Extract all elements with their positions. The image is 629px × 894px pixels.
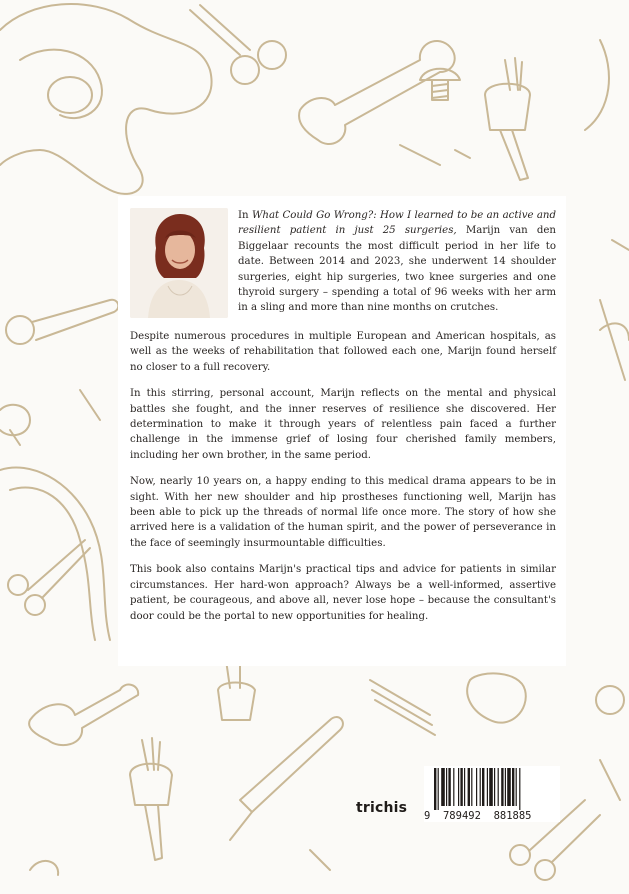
scalpel-right-illustration [600, 760, 620, 800]
barcode-bar [438, 768, 439, 810]
humerus-illustration [6, 300, 118, 344]
bone-right-illustration [600, 240, 629, 340]
barcode-bar [441, 768, 445, 806]
barcode-bar [446, 768, 447, 806]
publisher-logo: trichis [356, 800, 408, 816]
barcode-bar [516, 768, 517, 806]
intro-section [130, 208, 556, 318]
hooks-illustration [370, 680, 435, 735]
isbn-number: 9 789492 881885 [424, 810, 532, 822]
author-photo [130, 208, 228, 318]
pin-illustration [400, 145, 440, 165]
barcode-bar [471, 768, 472, 806]
book-title: What Could Go Wrong?: How I learned to be an active and resilient patient in just 25 surgeries, [238, 210, 556, 237]
barcode-bar [512, 768, 514, 806]
forceps-illustration [190, 5, 286, 84]
barcode-bar [501, 768, 503, 806]
barcode-bar [498, 768, 499, 806]
barcode-bar [487, 768, 488, 806]
spine-illustration [0, 467, 110, 640]
barcode-bar [505, 768, 506, 806]
paragraph-3: Now, nearly 10 years on, a happy ending to this medical drama appears to be in sight. With her new shoulder and hip prostheses functioning well, Marijn has been able to pick up the threads of normal life once more. The story of how she arrived here is a validation of the human spirit, and the power of perseverance in the face of seemingly insurmountable difficulties. [130, 476, 556, 549]
suture-needle-illustration [585, 40, 609, 130]
bone-fragment-illustration [467, 673, 526, 722]
pelvis-illustration [0, 4, 212, 194]
barcode-bar [507, 768, 511, 806]
femur-lower-illustration [29, 685, 138, 746]
paragraph-2: In this stirring, personal account, Marijn reflects on the mental and physical battles she fought, and the inner reserves of resilience she discovered. Her determination to make it through years of relentless pain faced a further challenge in the immense grief of losing four cherished family members, including her own brother, in the same period. [130, 388, 556, 461]
barcode-bar [476, 768, 477, 806]
prosthesis-bottom-illustration [218, 658, 255, 720]
hip-prosthesis-bottom-illustration [130, 738, 172, 860]
barcode-bar [448, 768, 450, 806]
barcode-bar [464, 768, 465, 806]
barcode-bar [468, 768, 470, 806]
paragraph-4: This book also contains Marijn's practical tips and advice for patients in similar circumstances. Her hard-won approach? Always be a well-informed, assertive patient, be courageous, and above all, never lose hope – because the consultant's door could be the portal to new opportunities for healing. [130, 564, 556, 622]
barcode-bar [482, 768, 484, 806]
screw-left-illustration [0, 405, 30, 445]
pin-right-illustration [600, 300, 625, 380]
barcode-bars [424, 766, 560, 810]
barcode-bar [458, 768, 459, 806]
barcode-bar [489, 768, 493, 806]
scissors-illustration [8, 540, 90, 615]
barcode-bar [460, 768, 462, 806]
barcode-bar [453, 768, 454, 806]
barcode-bar [434, 768, 436, 810]
barcode-bar [519, 768, 520, 810]
isbn-barcode [424, 766, 560, 822]
joint-illustration [596, 686, 624, 714]
intro-paragraph: In What Could Go Wrong?: How I learned to be an active and resilient patient in just 25 surgeries, Marijn van den Biggelaar recounts the most difficult period in her life to date. Between 2014 and 2023, she underwent 14 shoulder surgeries, eight hip surgeries, two knee surgeries and one thyroid surgery – spending a total of 96 weeks with her arm in a sling and more than nine months on crutches. [238, 210, 556, 314]
paragraph-1: Despite numerous procedures in multiple European and American hospitals, as well as the weeks of rehabilitation that followed each one, Marijn found herself no closer to a full recovery. [130, 331, 556, 373]
screw-illustration [420, 69, 460, 100]
scalpel-illustration [230, 717, 343, 840]
barcode-bar [494, 768, 495, 806]
blurb [130, 208, 556, 635]
barcode-bar [480, 768, 481, 806]
hip-prosthesis-illustration [485, 58, 530, 180]
